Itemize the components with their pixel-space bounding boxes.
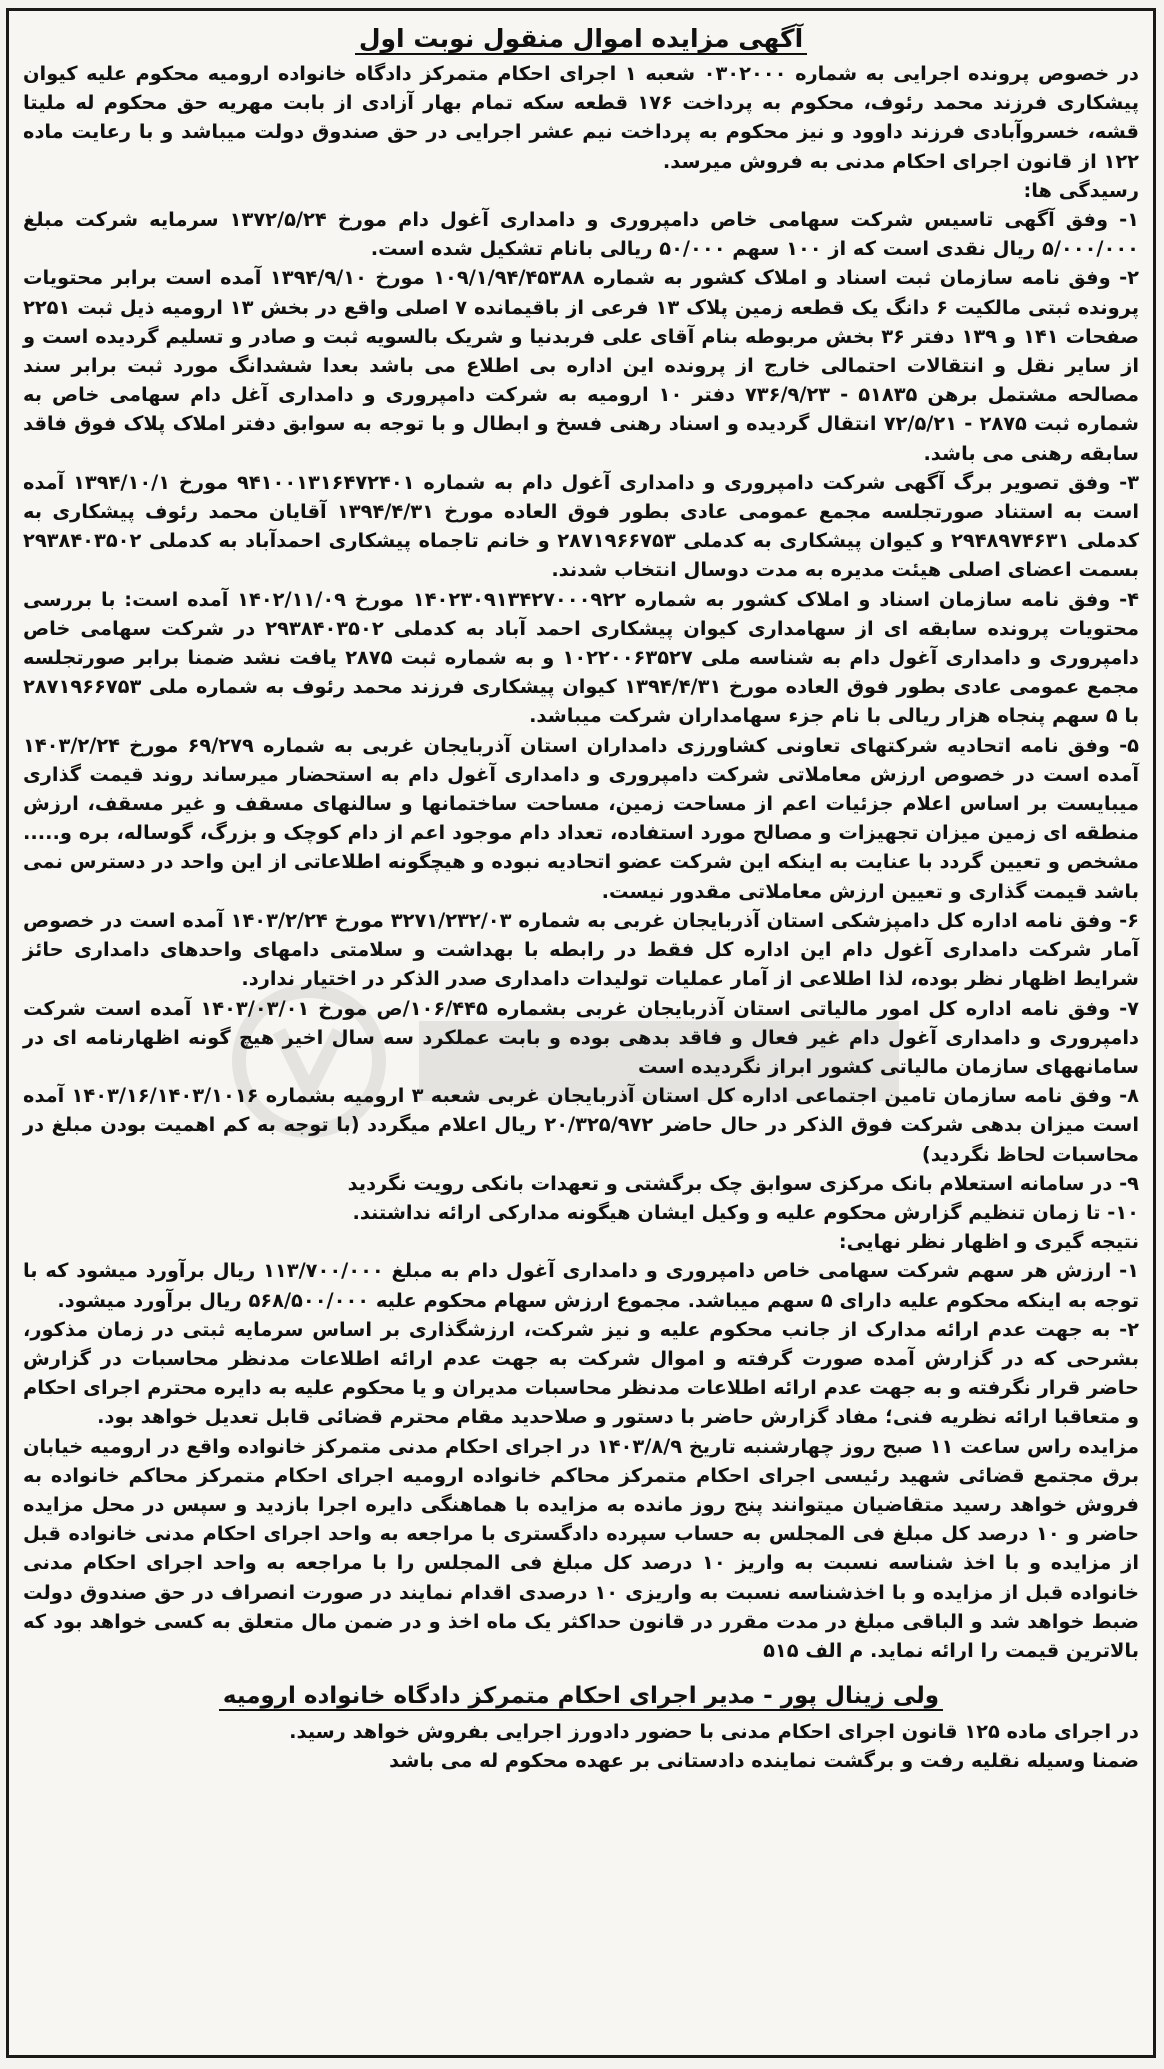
conclusion-item: ۱- ارزش هر سهم شرکت سهامی خاص دامپروری و دامداری آغول دام به مبلغ ۱۱۳/۷۰۰/۰۰۰ ریال برآورد میشود که با توجه به اینکه محکوم علیه دارای ۵ سهم میباشد. مجموع ارزش سهام محکوم علیه ۵۶۸/۵۰۰/۰۰۰ ریال برآورد میشود. xyxy=(23,1259,1139,1312)
notice-body xyxy=(23,21,1139,1776)
intro-paragraph: در خصوص پرونده اجرایی به شماره ۰۳‌۰۲۰۰۰ شعبه ۱ اجرای احکام متمرکز دادگاه خانواده ارومیه محکوم علیه کیوان پیشکاری فرزند محمد رئوف، محکوم به پرداخت ۱۷۶ قطعه سکه تمام بهار آزادی از بابت مهریه حق محکوم له ملیتا قشه، خسروآبادی فرزند داوود و نیز محکوم به پرداخت نیم عشر اجرایی در حق صندوق دولت میباشد و با رعایت ماده ۱۲۲ از قانون اجرای احکام مدنی به فروش میرسد. xyxy=(23,62,1140,173)
review-item: ۹- در سامانه استعلام بانک مرکزی سوابق چک برگشتی و تعهدات بانکی رویت نگردید xyxy=(347,1171,1139,1195)
review-item: ۴- وفق نامه سازمان اسناد و املاک کشور به شماره ۱۴۰۲۳۰۹۱۳۴۲۷۰۰۰۹۲۲ مورخ ۱۴۰۲/۱۱/۰۹ آمده است: با بررسی محتویات پرونده سابقه ای از سهامداری کیوان پیشکاری احمد آباد به کدملی ۲۹۳۸۴۰۳۵۰۲ در شرکت سهامی خاص دامپروری و دامداری آغول دام به شناسه ملی ۱۰۲۲۰۰۶۳۵۲۷ و به شماره ثبت ۲۸۷۵ یافت نشد ضمنا برابر صورتجلسه مجمع عمومی عادی بطور فوق العاده مورخ ۱۳۹۴/۴/۳۱ کیوان پیشکاری فرزند محمد رئوف به شماره ملی ۲۸۷۱۹۶۶۷۵۳ با ۵ سهم پنجاه هزار ریالی با نام جزء سهامداران شرکت میباشد. xyxy=(23,587,1139,728)
review-item: ۵- وفق نامه اتحادیه شرکتهای تعاونی کشاورزی دامداران استان آذربایجان غربی به شماره ۶۹/۲۷۹ مورخ ۱۴۰۳/۲/۲۴ آمده است در خصوص ارزش معاملاتی شرکت دامپروری و دامداری آغول دام به استحضار میرساند روند قیمت گذاری میبایست بر اساس اعلام جزئیات اعم از مساحت زمین، مساحت ساختمانها و سالنهای مسقف و غیر مسقف، ارزش منطقه ای زمین میزان تجهیزات و مصالح مورد استفاده، تعداد دام موجود اعم از دام کوچک و بزرگ، گوساله، بره و..... مشخص و تعیین گردد با عنایت به اینکه این شرکت عضو اتحادیه نبوده و هیچگونه اطلاعاتی از این واحد در دسترس نمی باشد قیمت گذاری و تعیین ارزش معاملاتی مقدور نیست. xyxy=(23,733,1139,903)
auction-paragraph: مزایده راس ساعت ۱۱ صبح روز چهارشنبه تاریخ ۱۴۰۳/۸/۹ در اجرای احکام مدنی متمرکز خانواده واقع در ارومیه خیابان برق مجتمع قضائی شهید رئیسی اجرای احکام متمرکز محاکم خانواده ارومیه اجرای احکام متمرکز محاکم خانواده به فروش خواهد رسید متقاضیان میتوانند پنج روز مانده به مزایده با هماهنگی دایره اجرا بازدید و سپس در محل مزایده حاضر و ۱۰ درصد کل مبلغ فی المجلس به حساب سپرده دادگستری با مراجعه به واحد اجرای احکام مدنی خانواده قبل از مزایده و با اخذ شناسه نسبت به واریز ۱۰ درصد کل مبلغ فی المجلس را با مراجعه به واحد اجرای احکام مدنی خانواده قبل از مزایده و با اخذشناسه نسبت به واریزی ۱۰ درصدی اقدام نمایند در صورت انصراف در حق صندوق دولت ضبط خواهد شد و الباقی مبلغ در مدت مقرر در قانون حداکثر یک ماه اخذ و در ضمن مال متعلق به کسی خواهد بود که بالاترین قیمت را ارائه نماید. م الف ۵۱۵ xyxy=(23,1434,1139,1662)
review-item: ۶- وفق نامه اداره کل دامپزشکی استان آذربایجان غربی به شماره ۳۲۷۱/۲۳۲/۰۳ مورخ ۱۴۰۳/۲/۲۴ آمده است در خصوص آمار شرکت دامداری آغول دام این اداره کل فقط در رابطه با بهداشت و سلامتی دامهای واحدهای دامداری حائز شرایط اظهار نظر بوده، لذا اطلاعی از آمار عملیات تولیدات دامداری صدر الذکر در اختیار ندارد. xyxy=(23,908,1140,991)
review-item: ۱۰- تا زمان تنظیم گزارش محکوم علیه و وکیل ایشان هیگونه مدارکی ارائه نداشتند. xyxy=(352,1200,1139,1224)
conclusion-heading: نتیجه گیری و اظهار نظر نهایی: xyxy=(838,1230,1139,1254)
footer-line: در اجرای ماده ۱۲۵ قانون اجرای احکام مدنی با حضور دادورز اجرایی بفروش خواهد رسید. xyxy=(289,1720,1139,1744)
notice-frame xyxy=(6,8,1156,2058)
review-heading: رسیدگی ها: xyxy=(1023,178,1139,202)
notice-title: آگهی مزایده اموال منقول نوبت اول xyxy=(23,21,1139,57)
review-item: ۸- وفق نامه سازمان تامین اجتماعی اداره کل استان آذربایجان غربی شعبه ۳ ارومیه بشماره ۱۴۰۳/۱۶/۱۴۰۳/۱۰۱۶ آمده است میزان بدهی شرکت فوق الذکر در حال حاضر ۲۰/۳۲۵/۹۷۲ ریال اعلام میگردد (با توجه به کم اهمیت بودن مبلغ در محاسبات لحاظ نگردید) xyxy=(23,1084,1139,1166)
review-item: ۳- وفق تصویر برگ آگهی شرکت دامپروری و دامداری آغول دام به شماره ۹۴۱۰۰۱۳۱۶۴۷۲۴۰۱ مورخ ۱۳۹۴/۱۰/۱ آمده است به استناد صورتجلسه مجمع عمومی عادی بطور فوق العاده مورخ ۱۳۹۴/۴/۳۱ آقایان محمد رئوف پیشکاری به کدملی ۲۹۴۸۹۷۴۶۳۱ و کیوان پیشکاری به کدملی ۲۸۷۱۹۶۶۷۵۳ و خانم تاجماه پیشکاری احمدآباد به کدملی ۲۹۳۸۴۰۳۵۰۲ بسمت اعضای اصلی هیئت مدیره به مدت دوسال انتخاب شدند. xyxy=(23,470,1139,582)
signature-line: ولی زینال پور - مدیر اجرای احکام متمرکز دادگاه خانواده ارومیه xyxy=(23,1679,1139,1713)
conclusion-item: ۲- به جهت عدم ارائه مدارک از جانب محکوم علیه و نیز شرکت، ارزشگذاری بر اساس سرمایه ثبتی در زمان مذکور، بشرحی که در گزارش آمده صورت گرفته و اموال شرکت به جهت عدم ارائه اطلاعات مدنظر محاسبات در گزارش حاضر قرار نگرفته و به جهت عدم ارائه اطلاعات مدنظر محاسبات مدیران و یا محکوم علیه به دایره محترم اجرای احکام و متعاقبا ارائه نظریه فنی؛ مفاد گزارش حاضر با دستور و صلاحدید مقام محترم قضائی قابل تعدیل خواهد بود. xyxy=(23,1317,1139,1429)
review-item: ۱- وفق آگهی تاسیس شرکت سهامی خاص دامپروری و دامداری آغول دام مورخ ۱۳۷۲/۵/۲۴ سرمایه شرکت مبلغ ۵/۰۰۰/۰۰۰ ریال نقدی است که از ۱۰۰ سهم ۵۰/۰۰۰ ریالی بانام تشکیل شده است. xyxy=(23,208,1139,261)
review-item: ۲- وفق نامه سازمان ثبت اسناد و املاک کشور به شماره ۱۰۹/۱/۹۴/۴۵۳۸۸ مورخ ۱۳۹۴/۹/۱۰ آمده است برابر محتویات پرونده ثبتی مالکیت ۶ دانگ یک قطعه زمین پلاک ۱۳ فرعی از باقیمانده ۷ اصلی واقع در بخش ۱۳ ارومیه ذیل ثبت ۲۲۵۱ صفحات ۱۴۱ و ۱۳۹ دفتر ۳۶ بخش مربوطه بنام آقای علی فربدنیا و شریک بالسویه ثبت و صادر و تسلیم گردیده است و از سایر نقل و انتقالات احتمالی خارج از پرونده این اداره بی اطلاع می باشد بعدا ششدانگ مورد ثبت برابر سند مصالحه مشتمل برهن ۵۱۸۳۵ - ۷۳۶/۹/۲۳ دفتر ۱۰ ارومیه به شرکت دامپروری و دامداری آغل دام سهامی خاص به شماره ثبت ۲۸۷۵ - ۷۲/۵/۲۱ انتقال گردیده و اسناد رهنی فسخ و ابطال و با توجه به سوابق دفتر املاک پلاک فوق فاقد سابقه رهنی می باشد. xyxy=(23,266,1140,465)
review-item: ۷- وفق نامه اداره کل امور مالیاتی استان آذربایجان غربی بشماره ۱۰۶/۴۴۵/ص مورخ ۱۴۰۳/۰۳/۰۱ آمده است شرکت دامپروری و دامداری آغول دام غیر فعال و فاقد بدهی بوده و بابت عملکرد سه سال اخیر هیچ گونه اظهارنامه ای در سامانههای سازمان مالیاتی کشور ابراز نگردیده است xyxy=(23,996,1139,1078)
footer-line: ضمنا وسیله نقلیه رفت و برگشت نماینده دادستانی بر عهده محکوم له می باشد xyxy=(389,1749,1139,1773)
